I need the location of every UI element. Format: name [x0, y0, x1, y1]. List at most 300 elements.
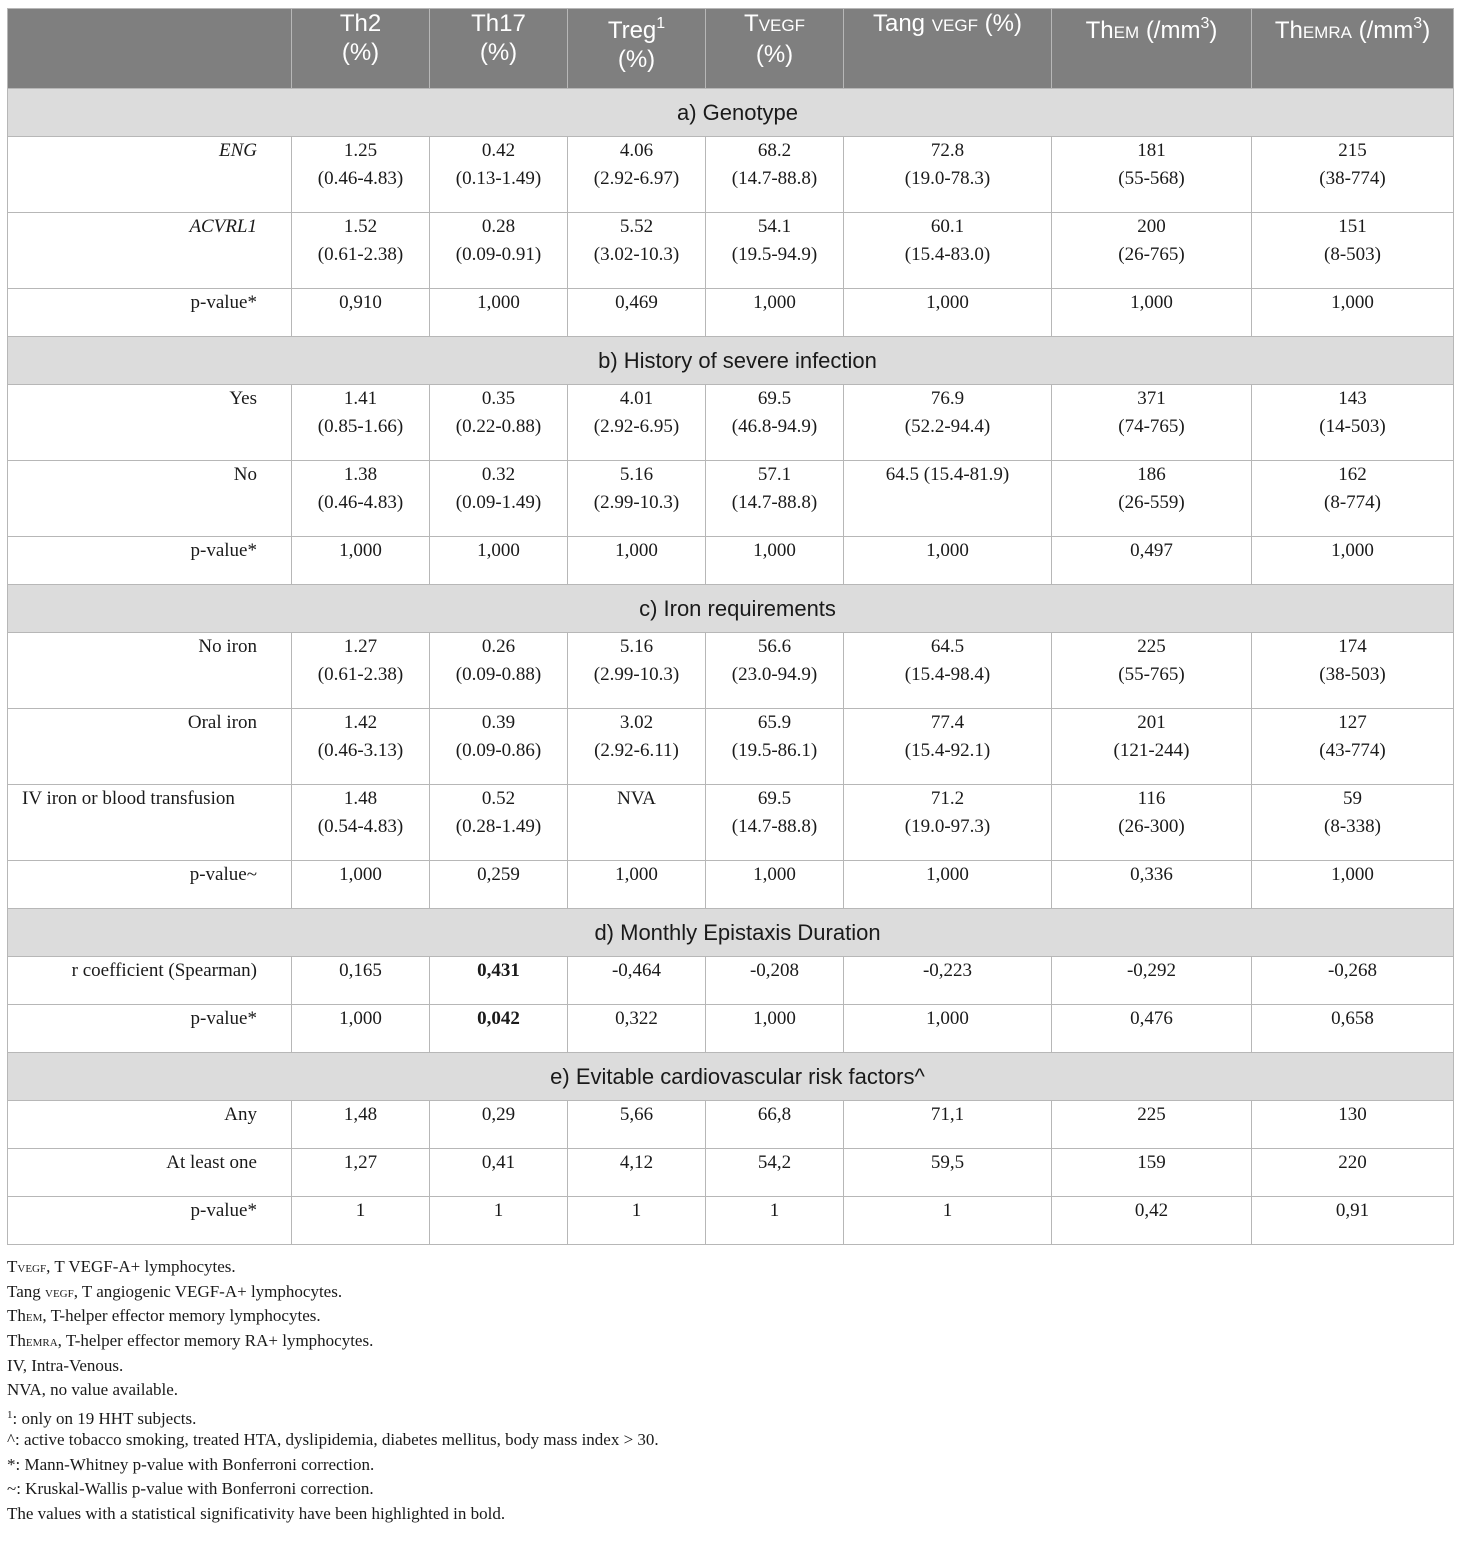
cell-value: 5.16: [619, 464, 654, 485]
cell-value: 65.9: [757, 712, 792, 733]
cell-range: (2.92-6.11): [594, 740, 679, 761]
cell-range: (0.46-4.83): [317, 492, 404, 513]
cell-range: (14.7-88.8): [731, 168, 818, 189]
table-cell: [1052, 861, 1252, 909]
cell-range: (52.2-94.4): [904, 416, 991, 437]
table-row: [8, 137, 1454, 213]
table-cell: [430, 1197, 568, 1245]
cell-value: 130: [1338, 1104, 1367, 1125]
table-cell: [844, 957, 1052, 1005]
cell-range: (2.99-10.3): [593, 664, 680, 685]
header-treg: Treg$^1$ (%): [568, 9, 706, 89]
row-label: No iron: [8, 633, 292, 709]
table-cell: [292, 461, 430, 537]
table-cell: [292, 709, 430, 785]
cell-value: 0,259: [477, 864, 520, 885]
cell-value: 0,476: [1130, 1008, 1173, 1029]
table-cell: [844, 385, 1052, 461]
table-cell: [706, 385, 844, 461]
footnotes: [7, 1255, 1453, 1527]
footnote: $^1$: only on 19 HHT subjects.: [7, 1409, 197, 1429]
header-tvegf: TVEGF (%): [706, 9, 844, 89]
section-row-d: [8, 909, 1454, 957]
table-cell: [706, 289, 844, 337]
cell-range: (26-559): [1118, 492, 1185, 513]
table-cell: [706, 709, 844, 785]
table-cell: [1052, 537, 1252, 585]
table-cell: [1252, 633, 1454, 709]
cell-value: -0,464: [611, 960, 662, 981]
table-cell: [430, 385, 568, 461]
table-cell: [706, 785, 844, 861]
table-container: [7, 8, 1453, 1527]
cell-range: (14-503): [1319, 416, 1386, 437]
section-title: d) Monthly Epistaxis Duration: [8, 909, 1454, 957]
cell-range: (0.09-1.49): [455, 492, 542, 513]
cell-value: 64.5 (15.4-81.9): [885, 464, 1010, 485]
cell-value: 0,658: [1331, 1008, 1374, 1029]
cell-value: 1.41: [343, 388, 378, 409]
table-row: [8, 461, 1454, 537]
cell-value: 1.27: [343, 636, 378, 657]
cell-range: (38-503): [1319, 664, 1386, 685]
cell-value: 1,48: [343, 1104, 378, 1125]
cell-value: 1,27: [343, 1152, 378, 1173]
header-tang-vegf: Tang VEGF (%): [844, 9, 1052, 89]
table-cell: [292, 957, 430, 1005]
table-cell: [844, 633, 1052, 709]
cell-range: (121-244): [1113, 740, 1190, 761]
table-row: [8, 1101, 1454, 1149]
table-cell: [844, 785, 1052, 861]
cell-value: 0.35: [481, 388, 516, 409]
cell-value: 0.39: [481, 712, 516, 733]
cell-value: 66,8: [757, 1104, 792, 1125]
cell-value: 5.52: [619, 216, 654, 237]
cell-value: 0.42: [481, 140, 516, 161]
row-label: p-value*: [8, 537, 292, 585]
cell-value: 0,469: [615, 292, 658, 313]
cell-value: 0,336: [1130, 864, 1173, 885]
table-cell: [568, 385, 706, 461]
table-row: [8, 1005, 1454, 1053]
section-row-c: [8, 585, 1454, 633]
table-cell: [1252, 461, 1454, 537]
table-cell: [844, 709, 1052, 785]
cell-value: -0,292: [1126, 960, 1177, 981]
cell-value: 0.32: [481, 464, 516, 485]
cell-range: (0.61-2.38): [317, 664, 404, 685]
cell-value: -0,268: [1327, 960, 1378, 981]
cell-value: 68.2: [757, 140, 792, 161]
cell-range: (19.5-94.9): [731, 244, 818, 265]
table-cell: [706, 633, 844, 709]
cell-range: (26-765): [1118, 244, 1185, 265]
cell-value: 4.06: [619, 140, 654, 161]
cell-range: (8-338): [1324, 816, 1381, 837]
cell-value: 186: [1137, 464, 1166, 485]
cell-value: 200: [1137, 216, 1166, 237]
table-cell: [292, 633, 430, 709]
table-row: [8, 861, 1454, 909]
table-cell: [706, 1101, 844, 1149]
cell-value: 225: [1137, 1104, 1166, 1125]
table-row: [8, 1149, 1454, 1197]
row-label: p-value*: [8, 1005, 292, 1053]
cell-value: 1,000: [1331, 540, 1374, 561]
cell-range: (14.7-88.8): [731, 492, 818, 513]
cell-value: 0.52: [481, 788, 516, 809]
table-cell: [844, 137, 1052, 213]
cell-range: (0.85-1.66): [317, 416, 404, 437]
cell-value: 60.1: [930, 216, 965, 237]
cell-value: 225: [1137, 636, 1166, 657]
cell-value: 0,41: [481, 1152, 516, 1173]
cell-value: 1,000: [1331, 864, 1374, 885]
footnote: IV, Intra-Venous.: [7, 1355, 124, 1375]
table-row: [8, 289, 1454, 337]
cell-value: 1,000: [753, 540, 796, 561]
cell-range: (8-774): [1324, 492, 1381, 513]
cell-value: 71,1: [930, 1104, 965, 1125]
cell-value: 1: [355, 1200, 366, 1221]
cell-value: 143: [1338, 388, 1367, 409]
cell-range: (0.61-2.38): [317, 244, 404, 265]
footnote: ~: Kruskal-Wallis p-value with Bonferroni correction.: [7, 1479, 374, 1499]
table-cell: [706, 1149, 844, 1197]
cell-value: 1,000: [477, 540, 520, 561]
cell-value: 0,91: [1335, 1200, 1370, 1221]
table-cell: [568, 289, 706, 337]
section-title: e) Evitable cardiovascular risk factors^: [8, 1053, 1454, 1101]
table-cell: [1252, 537, 1454, 585]
cell-value: 0.26: [481, 636, 516, 657]
cell-value: 0,42: [1134, 1200, 1169, 1221]
footnote: The values with a statistical significativity have been highlighted in bold.: [7, 1503, 506, 1523]
cell-value: 4,12: [619, 1152, 654, 1173]
table-cell: [292, 861, 430, 909]
cell-range: (74-765): [1118, 416, 1185, 437]
cell-value: 1.25: [343, 140, 378, 161]
table-cell: [568, 213, 706, 289]
cell-range: (23.0-94.9): [731, 664, 818, 685]
cell-value: 57.1: [757, 464, 792, 485]
table-cell: [1252, 785, 1454, 861]
header-th17: Th17 (%): [430, 9, 568, 89]
cell-range: (0.28-1.49): [455, 816, 542, 837]
row-label: No: [8, 461, 292, 537]
cell-range: (19.0-97.3): [904, 816, 991, 837]
cell-value: 181: [1137, 140, 1166, 161]
cell-value: 0,042: [477, 1008, 520, 1029]
table-cell: [1252, 213, 1454, 289]
cell-range: (26-300): [1118, 816, 1185, 837]
cell-value: 0,497: [1130, 540, 1173, 561]
header-them: ThEM $(/mm^3)$: [1052, 9, 1252, 89]
cell-value: 371: [1137, 388, 1166, 409]
table-cell: [1252, 1101, 1454, 1149]
table-cell: [1052, 785, 1252, 861]
cell-value: 56.6: [757, 636, 792, 657]
table-cell: [706, 137, 844, 213]
cell-value: 151: [1338, 216, 1367, 237]
table-cell: [1052, 461, 1252, 537]
cell-value: 1,000: [926, 1008, 969, 1029]
table-cell: [1052, 289, 1252, 337]
table-cell: [568, 1197, 706, 1245]
table-cell: [292, 1149, 430, 1197]
table-cell: [1252, 1149, 1454, 1197]
cell-range: (0.54-4.83): [317, 816, 404, 837]
cell-value: 59,5: [930, 1152, 965, 1173]
table-row: [8, 709, 1454, 785]
table-cell: [1252, 289, 1454, 337]
cell-value: 59: [1343, 788, 1362, 809]
cell-value: 69.5: [757, 388, 792, 409]
row-label: At least one: [8, 1149, 292, 1197]
cell-value: 1: [769, 1200, 780, 1221]
cell-value: -0,223: [922, 960, 973, 981]
cell-value: 1,000: [926, 540, 969, 561]
table-cell: [844, 213, 1052, 289]
table-cell: [292, 289, 430, 337]
table-cell: [292, 785, 430, 861]
table-cell: [706, 1005, 844, 1053]
cell-range: (55-568): [1118, 168, 1185, 189]
cell-value: 1,000: [1130, 292, 1173, 313]
table-cell: [844, 537, 1052, 585]
cell-value: -0,208: [749, 960, 800, 981]
table-cell: [430, 537, 568, 585]
table-cell: [568, 461, 706, 537]
row-label: ACVRL1: [8, 213, 292, 289]
table-cell: [706, 861, 844, 909]
footnote: ThEMRA, T-helper effector memory RA+ lymphocytes.: [7, 1331, 374, 1351]
footnote: NVA, no value available.: [7, 1380, 179, 1400]
table-cell: [292, 213, 430, 289]
cell-value: 162: [1338, 464, 1367, 485]
cell-value: 0,29: [481, 1104, 516, 1125]
section-row-a: [8, 89, 1454, 137]
table-cell: [430, 1101, 568, 1149]
cell-value: 1,000: [753, 864, 796, 885]
row-label: p-value~: [8, 861, 292, 909]
table-cell: [1252, 1005, 1454, 1053]
cell-value: 1: [493, 1200, 504, 1221]
section-title: a) Genotype: [8, 89, 1454, 137]
row-label: Yes: [8, 385, 292, 461]
table-cell: [1252, 137, 1454, 213]
cell-value: 1,000: [339, 1008, 382, 1029]
table-cell: [1052, 957, 1252, 1005]
cell-value: 54,2: [757, 1152, 792, 1173]
table-cell: [1252, 957, 1454, 1005]
table-cell: [844, 1101, 1052, 1149]
cell-range: (8-503): [1324, 244, 1381, 265]
table-cell: [568, 537, 706, 585]
cell-value: 1,000: [339, 864, 382, 885]
row-label: p-value*: [8, 289, 292, 337]
table-cell: [430, 861, 568, 909]
table-cell: [430, 137, 568, 213]
table-cell: [1252, 709, 1454, 785]
table-cell: [430, 213, 568, 289]
cell-value: 0,431: [477, 960, 520, 981]
cell-range: (2.92-6.97): [593, 168, 680, 189]
cell-value: 1,000: [339, 540, 382, 561]
cell-value: 116: [1137, 788, 1166, 809]
table-cell: [844, 1197, 1052, 1245]
cell-value: 77.4: [930, 712, 965, 733]
footnote: ThEM, T-helper effector memory lymphocytes.: [7, 1306, 321, 1326]
row-label: p-value*: [8, 1197, 292, 1245]
table-cell: [568, 1101, 706, 1149]
cell-value: 127: [1338, 712, 1367, 733]
row-label: IV iron or blood transfusion: [8, 785, 292, 861]
cell-value: 3.02: [619, 712, 654, 733]
table-cell: [292, 137, 430, 213]
table-cell: [292, 1101, 430, 1149]
cell-range: (0.09-0.91): [455, 244, 542, 265]
cell-value: 1,000: [753, 1008, 796, 1029]
table-cell: [1052, 633, 1252, 709]
cell-value: 174: [1338, 636, 1367, 657]
cell-value: 1,000: [1331, 292, 1374, 313]
table-cell: [430, 633, 568, 709]
table-cell: [1052, 1197, 1252, 1245]
cell-value: 0,322: [615, 1008, 658, 1029]
cell-range: (2.92-6.95): [593, 416, 680, 437]
table-cell: [1052, 1149, 1252, 1197]
table-cell: [568, 861, 706, 909]
table-cell: [1052, 1005, 1252, 1053]
table-cell: [706, 213, 844, 289]
table-cell: [568, 709, 706, 785]
table-cell: [568, 1149, 706, 1197]
table-cell: [430, 1005, 568, 1053]
cell-range: (0.13-1.49): [455, 168, 542, 189]
cell-value: 1: [942, 1200, 953, 1221]
table-cell: [430, 957, 568, 1005]
header-themra: ThEMRA $(/mm^3)$: [1252, 9, 1454, 89]
cell-range: (46.8-94.9): [731, 416, 818, 437]
table-cell: [1052, 709, 1252, 785]
table-cell: [1052, 137, 1252, 213]
table-row: [8, 385, 1454, 461]
table-cell: [1252, 1197, 1454, 1245]
cell-value: 1,000: [615, 540, 658, 561]
table-cell: [568, 137, 706, 213]
table-cell: [1052, 385, 1252, 461]
table-cell: [430, 709, 568, 785]
table-cell: [430, 1149, 568, 1197]
cell-value: 220: [1338, 1152, 1367, 1173]
cell-value: 1.42: [343, 712, 378, 733]
cell-value: 1.52: [343, 216, 378, 237]
table-cell: [706, 537, 844, 585]
table-cell: [292, 1197, 430, 1245]
results-table: [7, 8, 1454, 1245]
cell-value: 72.8: [930, 140, 965, 161]
table-cell: [1052, 1101, 1252, 1149]
row-label: Oral iron: [8, 709, 292, 785]
cell-range: (0.09-0.86): [455, 740, 542, 761]
section-title: c) Iron requirements: [8, 585, 1454, 633]
table-row: [8, 957, 1454, 1005]
cell-value: 1: [631, 1200, 642, 1221]
table-cell: [844, 461, 1052, 537]
table-row: [8, 213, 1454, 289]
table-cell: [568, 1005, 706, 1053]
header-empty: [8, 9, 292, 89]
cell-range: (19.5-86.1): [731, 740, 818, 761]
cell-value: 71.2: [930, 788, 965, 809]
cell-range: (0.46-3.13): [317, 740, 404, 761]
table-cell: [844, 861, 1052, 909]
cell-value: NVA: [617, 788, 656, 809]
table-row: [8, 633, 1454, 709]
row-label: r coefficient (Spearman): [8, 957, 292, 1005]
cell-range: (15.4-92.1): [904, 740, 991, 761]
cell-range: (14.7-88.8): [731, 816, 818, 837]
cell-value: 64.5: [930, 636, 965, 657]
footnote: TVEGF, T VEGF-A+ lymphocytes.: [7, 1257, 236, 1276]
cell-range: (19.0-78.3): [904, 168, 991, 189]
table-cell: [568, 785, 706, 861]
row-label: ENG: [8, 137, 292, 213]
table-row: [8, 1197, 1454, 1245]
footnote: ^: active tobacco smoking, treated HTA, dyslipidemia, diabetes mellitus, body mass index > 30.: [7, 1429, 659, 1449]
table-cell: [1052, 213, 1252, 289]
cell-value: 159: [1137, 1152, 1166, 1173]
table-cell: [844, 289, 1052, 337]
table-cell: [1252, 861, 1454, 909]
cell-range: (55-765): [1118, 664, 1185, 685]
cell-value: 1,000: [753, 292, 796, 313]
cell-value: 76.9: [930, 388, 965, 409]
table-row: [8, 537, 1454, 585]
cell-range: (15.4-98.4): [904, 664, 991, 685]
cell-range: (0.09-0.88): [455, 664, 542, 685]
cell-value: 54.1: [757, 216, 792, 237]
table-cell: [844, 1149, 1052, 1197]
section-row-b: [8, 337, 1454, 385]
cell-value: 1,000: [926, 292, 969, 313]
cell-value: 1.38: [343, 464, 378, 485]
section-title: b) History of severe infection: [8, 337, 1454, 385]
cell-value: 0,910: [339, 292, 382, 313]
cell-value: 4.01: [619, 388, 654, 409]
cell-value: 69.5: [757, 788, 792, 809]
cell-range: (38-774): [1319, 168, 1386, 189]
cell-range: (0.46-4.83): [317, 168, 404, 189]
cell-value: 0.28: [481, 216, 516, 237]
cell-range: (2.99-10.3): [593, 492, 680, 513]
cell-value: 5,66: [619, 1104, 654, 1125]
header-th2: Th2 (%): [292, 9, 430, 89]
table-cell: [706, 1197, 844, 1245]
cell-range: (3.02-10.3): [593, 244, 680, 265]
cell-value: 0,165: [339, 960, 382, 981]
table-cell: [430, 461, 568, 537]
table-cell: [292, 537, 430, 585]
table-row: [8, 785, 1454, 861]
table-cell: [568, 957, 706, 1005]
cell-range: (0.22-0.88): [455, 416, 542, 437]
table-body: [8, 89, 1454, 1245]
cell-value: 201: [1137, 712, 1166, 733]
cell-range: (15.4-83.0): [904, 244, 991, 265]
